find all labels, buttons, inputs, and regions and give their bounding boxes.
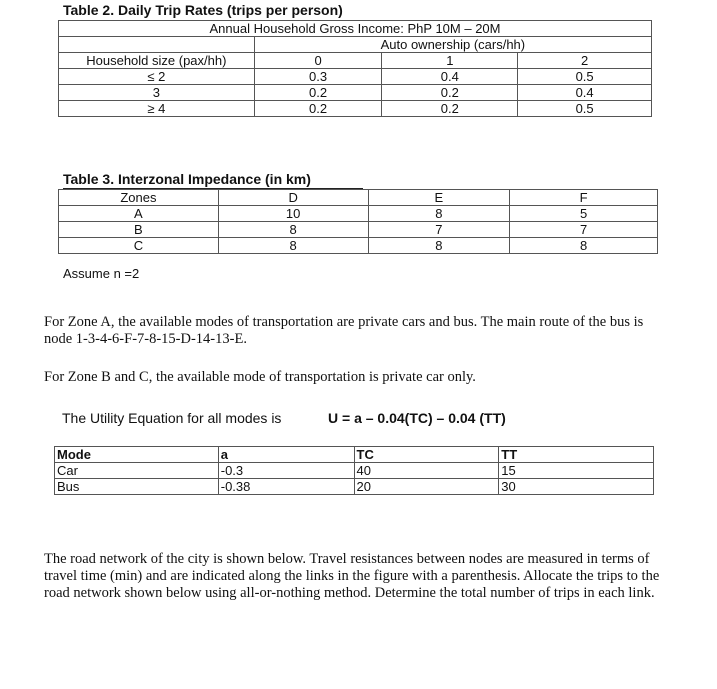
table-row — [59, 222, 658, 238]
tt-header: TT — [499, 447, 654, 463]
table-row — [55, 463, 654, 479]
impedance-table — [58, 189, 658, 254]
income-header: Annual Household Gross Income: PhP 10M – 20M — [59, 21, 652, 37]
mode-table — [54, 446, 654, 495]
table2-title: Table 2. Daily Trip Rates (trips per person) — [63, 2, 343, 18]
cell: 0.2 — [254, 85, 382, 101]
cell: 8 — [368, 206, 510, 222]
table-row — [55, 479, 654, 495]
zones-header: Zones — [59, 190, 219, 206]
row-label: ≥ 4 — [59, 101, 255, 117]
cell: 30 — [499, 479, 654, 495]
cell: 0.2 — [254, 101, 382, 117]
a-header: a — [218, 447, 354, 463]
cell: 8 — [218, 222, 368, 238]
row-label: B — [59, 222, 219, 238]
col-head: E — [368, 190, 510, 206]
zone-bc-paragraph: For Zone B and C, the available mode of transportation is private car only. — [44, 369, 476, 385]
mode-header: Mode — [55, 447, 219, 463]
cell: 40 — [354, 463, 499, 479]
cell: Car — [55, 463, 219, 479]
table-row — [59, 238, 658, 254]
household-size-header: Household size (pax/hh) — [59, 53, 255, 69]
cell: 8 — [368, 238, 510, 254]
assumption-note: Assume n =2 — [63, 266, 140, 281]
table3-title: Table 3. Interzonal Impedance (in km) — [63, 171, 311, 187]
trip-rates-table — [58, 20, 652, 117]
col-head: 1 — [382, 53, 518, 69]
row-label: 3 — [59, 85, 255, 101]
blank-cell — [59, 37, 255, 53]
cell: -0.3 — [218, 463, 354, 479]
table-row — [59, 85, 652, 101]
cell: 7 — [510, 222, 658, 238]
col-head: D — [218, 190, 368, 206]
row-label: ≤ 2 — [59, 69, 255, 85]
cell: 15 — [499, 463, 654, 479]
utility-equation: U = a – 0.04(TC) – 0.04 (TT) — [328, 410, 506, 426]
col-head: 2 — [518, 53, 652, 69]
tc-header: TC — [354, 447, 499, 463]
utility-label: The Utility Equation for all modes is — [62, 410, 282, 426]
col-head: F — [510, 190, 658, 206]
cell: 7 — [368, 222, 510, 238]
row-label: A — [59, 206, 219, 222]
cell: 0.3 — [254, 69, 382, 85]
table-row — [59, 69, 652, 85]
cell: -0.38 — [218, 479, 354, 495]
cell: 20 — [354, 479, 499, 495]
cell: 8 — [510, 238, 658, 254]
cell: 0.2 — [382, 101, 518, 117]
cell: Bus — [55, 479, 219, 495]
cell: 8 — [218, 238, 368, 254]
cell: 0.5 — [518, 101, 652, 117]
table-row — [59, 206, 658, 222]
row-label: C — [59, 238, 219, 254]
zone-a-paragraph: For Zone A, the available modes of transportation are private cars and bus. The main route of the bus is node 1-3-4-6-F-7-8-15-D-14-13-E. — [44, 314, 644, 347]
cell: 0.5 — [518, 69, 652, 85]
cell: 5 — [510, 206, 658, 222]
network-paragraph: The road network of the city is shown below. Travel resistances between nodes are measured in terms of travel time (min) and are indicated along the links in the figure with a parenthesis. Allocate the trips to the road network shown below using all-or-nothing method. Determine the total number of trips in each link. — [44, 551, 660, 601]
cell: 10 — [218, 206, 368, 222]
table-row — [59, 101, 652, 117]
col-head: 0 — [254, 53, 382, 69]
auto-ownership-header: Auto ownership (cars/hh) — [254, 37, 651, 53]
cell: 0.4 — [518, 85, 652, 101]
cell: 0.2 — [382, 85, 518, 101]
cell: 0.4 — [382, 69, 518, 85]
